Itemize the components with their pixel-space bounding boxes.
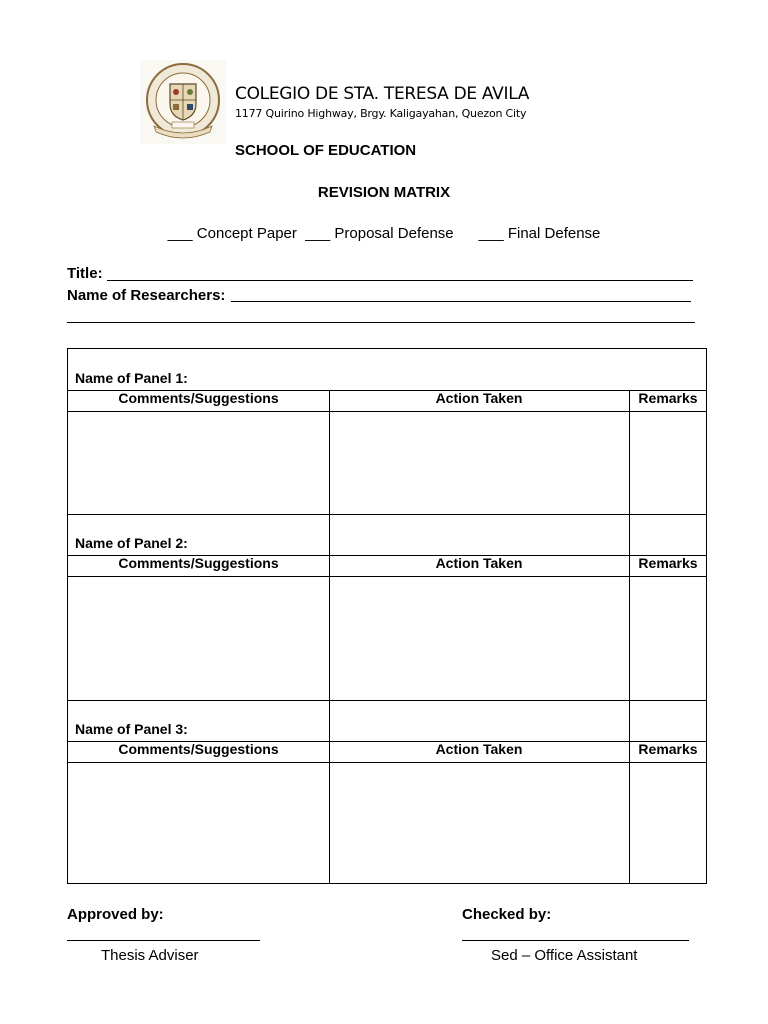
panel-1-remarks-header: Remarks xyxy=(638,390,698,406)
panel-2-action-header: Action Taken xyxy=(435,555,523,571)
school-address: 1177 Quirino Highway, Brgy. Kaligayahan, Quezon City xyxy=(235,107,527,120)
panel-3-name-label: Name of Panel 3: xyxy=(75,721,188,737)
researchers-line xyxy=(231,301,691,302)
panel-1-action-header: Action Taken xyxy=(435,390,523,406)
column-divider xyxy=(629,700,630,741)
school-seal-icon xyxy=(140,60,226,144)
panel-3-remarks-header: Remarks xyxy=(638,741,698,757)
column-divider xyxy=(329,555,330,700)
document-title: REVISION MATRIX xyxy=(317,184,451,201)
panel-1-name-label: Name of Panel 1: xyxy=(75,370,188,386)
revision-matrix-table xyxy=(67,348,707,884)
adviser-signature-line xyxy=(67,940,260,941)
panel-1-comments-header: Comments/Suggestions xyxy=(118,390,279,406)
column-divider xyxy=(329,390,330,514)
divider xyxy=(68,700,706,701)
column-divider xyxy=(329,700,330,741)
divider xyxy=(68,514,706,515)
column-divider xyxy=(629,555,630,700)
assistant-role: Sed – Office Assistant xyxy=(491,947,638,964)
divider xyxy=(68,762,706,763)
divider xyxy=(68,411,706,412)
panel-3-comments-header: Comments/Suggestions xyxy=(118,741,279,757)
approved-by-label: Approved by: xyxy=(67,906,164,923)
panel-2-comments-header: Comments/Suggestions xyxy=(118,555,279,571)
department-name: SCHOOL OF EDUCATION xyxy=(235,142,417,159)
panel-2-remarks-header: Remarks xyxy=(638,555,698,571)
assistant-signature-line xyxy=(462,940,689,941)
column-divider xyxy=(329,514,330,555)
title-label: Title: xyxy=(67,265,103,282)
researchers-extra-line xyxy=(67,322,695,323)
adviser-role: Thesis Adviser xyxy=(101,947,199,964)
checked-by-label: Checked by: xyxy=(462,906,552,923)
panel-3-action-header: Action Taken xyxy=(435,741,523,757)
column-divider xyxy=(629,514,630,555)
column-divider xyxy=(329,741,330,884)
panel-2-name-label: Name of Panel 2: xyxy=(75,535,188,551)
column-divider xyxy=(629,390,630,514)
column-divider xyxy=(629,741,630,884)
defense-stage-options: ___ Concept Paper ___ Proposal Defense ___ Final Defense xyxy=(167,225,601,242)
school-name: COLEGIO DE STA. TERESA DE AVILA xyxy=(235,84,530,104)
divider xyxy=(68,576,706,577)
title-line xyxy=(107,280,693,281)
researchers-label: Name of Researchers: xyxy=(67,287,226,304)
